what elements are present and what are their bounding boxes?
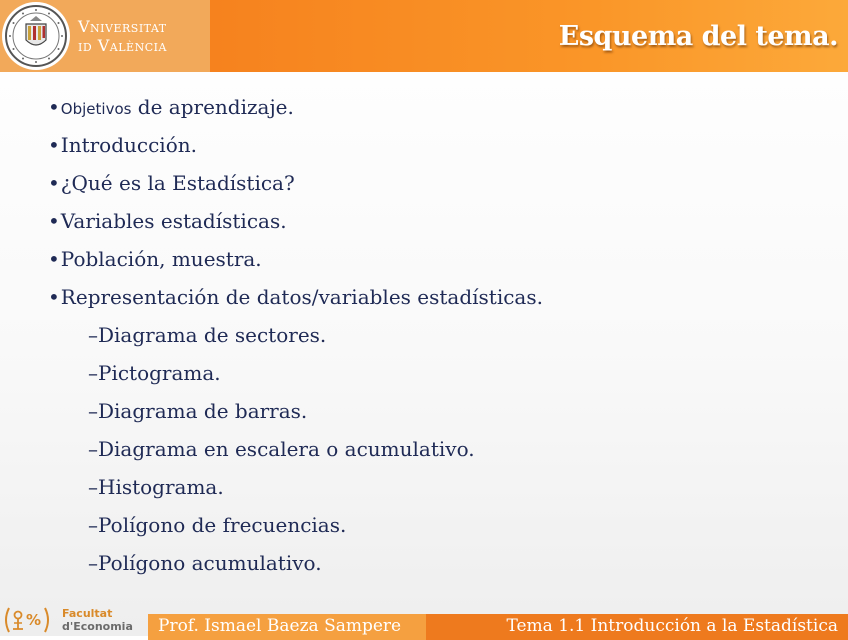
dash-icon: – bbox=[88, 437, 98, 461]
outline-subitem-text: Polígono acumulativo. bbox=[98, 551, 322, 575]
dash-icon: – bbox=[88, 475, 98, 499]
university-name-line1: Vniversitat bbox=[78, 17, 167, 36]
outline-item bbox=[48, 126, 543, 164]
footer-author: Prof. Ismael Baeza Sampere bbox=[148, 614, 426, 640]
university-name bbox=[78, 17, 167, 55]
outline-subitem-text: Pictograma. bbox=[98, 361, 221, 385]
slide-header bbox=[0, 0, 848, 72]
title-bar bbox=[210, 0, 848, 72]
outline-subitem bbox=[48, 544, 543, 582]
dash-icon: – bbox=[88, 513, 98, 537]
bullet-icon: • bbox=[48, 133, 60, 157]
faculty-name bbox=[62, 607, 133, 633]
outline-item bbox=[48, 278, 543, 316]
outline-item-text: ¿Qué es la Estadística? bbox=[60, 171, 295, 195]
footer-topic: Tema 1.1 Introducción a la Estadística bbox=[426, 614, 848, 640]
bullet-icon: • bbox=[48, 171, 60, 195]
outline-subitem bbox=[48, 468, 543, 506]
bullet-icon: • bbox=[48, 285, 60, 309]
topic-outline bbox=[48, 88, 543, 582]
slide-footer bbox=[0, 604, 848, 636]
outline-item-text: Introducción. bbox=[60, 133, 197, 157]
dash-icon: – bbox=[88, 323, 98, 347]
outline-subitem-text: Histograma. bbox=[98, 475, 224, 499]
faculty-name-line2: d'Economia bbox=[62, 620, 133, 633]
outline-item-text: Representación de datos/variables estadísticas. bbox=[60, 285, 543, 309]
outline-subitem bbox=[48, 354, 543, 392]
outline-subitem bbox=[48, 392, 543, 430]
dash-icon: – bbox=[88, 399, 98, 423]
bullet-icon: • bbox=[48, 209, 60, 233]
university-name-line2: id València bbox=[78, 36, 167, 55]
outline-item-text: Variables estadísticas. bbox=[60, 209, 287, 233]
outline-subitem bbox=[48, 506, 543, 544]
outline-item-first-word: Objetivos bbox=[60, 100, 132, 118]
outline-item bbox=[48, 240, 543, 278]
faculty-mark-text: % bbox=[26, 611, 42, 629]
university-seal-icon bbox=[2, 2, 70, 70]
outline-subitem-text: Diagrama de sectores. bbox=[98, 323, 327, 347]
faculty-logo bbox=[0, 604, 148, 636]
dash-icon: – bbox=[88, 551, 98, 575]
outline-subitem bbox=[48, 316, 543, 354]
dash-icon: – bbox=[88, 361, 98, 385]
outline-item-text: Población, muestra. bbox=[60, 247, 262, 271]
outline-item bbox=[48, 202, 543, 240]
page-title: Esquema del tema. bbox=[558, 20, 838, 52]
outline-subitem-text: Polígono de frecuencias. bbox=[98, 513, 347, 537]
outline-subitem-text: Diagrama de barras. bbox=[98, 399, 308, 423]
bullet-icon: • bbox=[48, 247, 60, 271]
outline-item bbox=[48, 164, 543, 202]
university-logo bbox=[0, 0, 210, 72]
faculty-mark-icon bbox=[0, 604, 54, 636]
outline-item-objetivos bbox=[48, 88, 543, 126]
outline-subitem-text: Diagrama en escalera o acumulativo. bbox=[98, 437, 475, 461]
outline-item-text: de aprendizaje. bbox=[131, 95, 294, 119]
faculty-name-line1: Facultat bbox=[62, 607, 113, 620]
outline-subitem bbox=[48, 430, 543, 468]
bullet-icon: • bbox=[48, 95, 60, 119]
